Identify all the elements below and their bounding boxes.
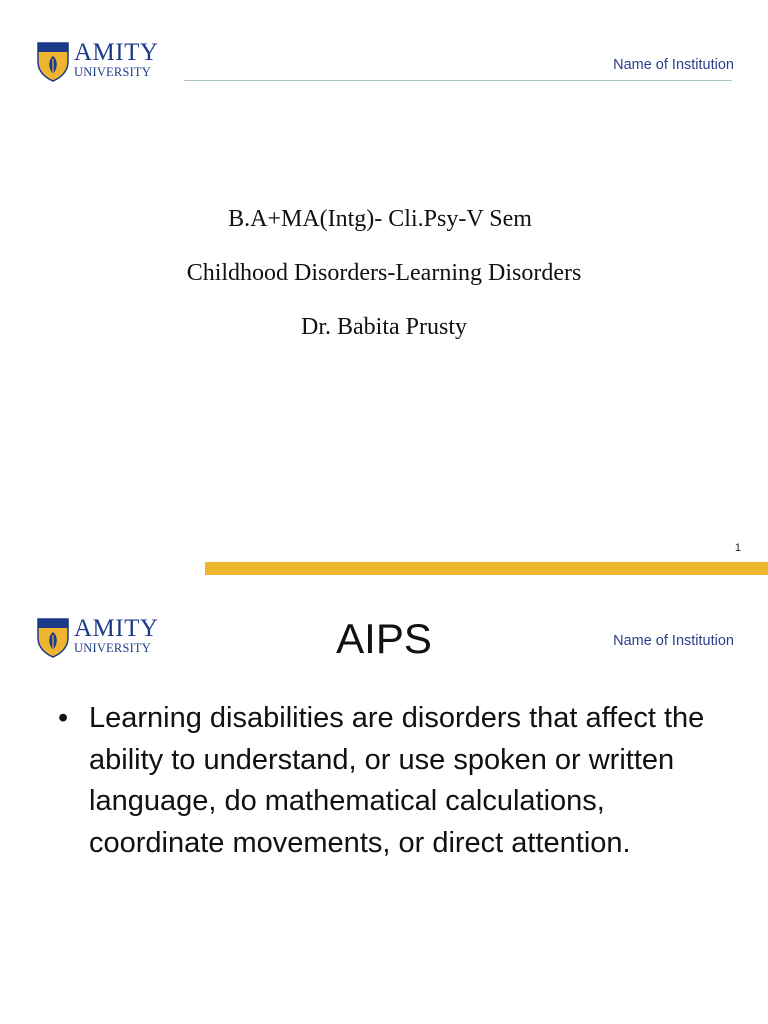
author-name: Dr. Babita Prusty <box>301 314 467 340</box>
logo-wordmark: AMITY <box>74 615 159 642</box>
bullet-item <box>58 698 738 864</box>
topic-title: Childhood Disorders-Learning Disorders <box>186 260 582 286</box>
amity-logo <box>36 40 168 84</box>
logo-subtitle: UNIVERSITY <box>74 641 151 655</box>
logo-subtitle: UNIVERSITY <box>74 65 151 79</box>
bullet-text: Learning disabilities are disorders that affect the ability to understand, or use spoken or written language, do mathematical calculations, coordinate movements, or direct attention. <box>89 702 705 859</box>
slide-heading-text: AIPS <box>336 615 432 662</box>
footer-accent-bar <box>205 562 768 575</box>
shield-icon <box>36 40 70 82</box>
institution-label: Name of Institution <box>613 57 734 73</box>
page-number: 1 <box>734 542 741 554</box>
header-divider <box>184 80 732 81</box>
course-title: B.A+MA(Intg)- Cli.Psy-V Sem <box>228 206 532 232</box>
slide-heading <box>0 615 768 663</box>
bullet-marker: • <box>58 702 69 734</box>
institution-label: Name of Institution <box>613 633 734 649</box>
logo-wordmark: AMITY <box>74 39 159 66</box>
